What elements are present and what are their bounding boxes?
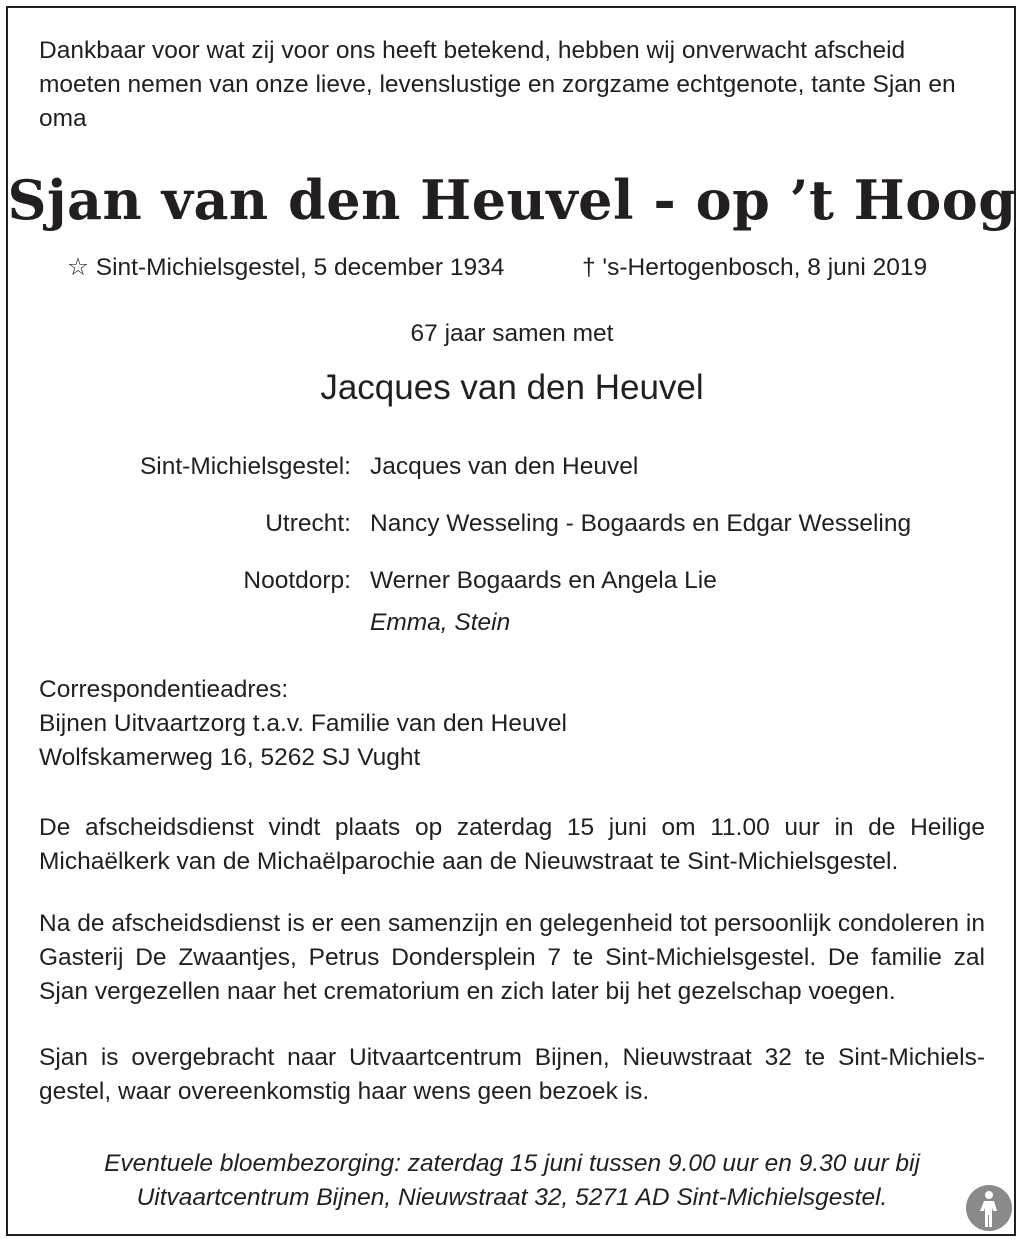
relative-names: Nancy Wesseling - Bogaards en Edgar Wesseling — [370, 510, 912, 537]
deceased-name: Sjan van den Heuvel - op ’t Hoog — [7, 168, 1017, 232]
relative-names: Jacques van den Heuvel — [370, 453, 639, 480]
grandchildren-names: Emma, Stein — [370, 609, 511, 636]
relative-place: Sint-Michielsgestel: — [139, 453, 351, 480]
gathering-paragraph: Na de afscheidsdienst is er een samenzijn en gelegenheid tot persoonlijk condoleren in Gasterij De Zwaantjes, Petrus Dondersplein 7 te Sint-Michielsgestel. De familie zal Sjan vergezellen naar het crematorium en zich later bij het gezelschap voegen. — [39, 910, 985, 1005]
transfer-paragraph: Sjan is overgebracht naar Uitvaartcentrum Bijnen, Nieuwstraat 32 te Sint-Michiels-gestel, waar overeenkomstig haar wens geen bezoek is. — [39, 1044, 985, 1105]
partner-name: Jacques van den Heuvel — [320, 368, 704, 407]
together-text: 67 jaar samen met — [410, 320, 614, 347]
death-info: † 's-Hertogenbosch, 8 juni 2019 — [582, 254, 928, 281]
memorial-figure-logo-icon — [965, 1184, 1013, 1232]
relative-place: Nootdorp: — [243, 567, 351, 594]
service-paragraph: De afscheidsdienst vindt plaats op zaterdag 15 juni om 11.00 uur in de Heilige Michaëlkerk van de Michaëlparochie aan de Nieuwstraat te Sint-Michielsgestel. — [39, 814, 985, 875]
relative-place: Utrecht: — [265, 510, 351, 537]
correspondence-line-2: Wolfskamerweg 16, 5262 SJ Vught — [39, 744, 421, 771]
birth-info: ☆ Sint-Michielsgestel, 5 december 1934 — [67, 254, 505, 281]
intro-text: Dankbaar voor wat zij voor ons heeft betekend, hebben wij onverwacht afscheid moeten nemen van onze lieve, levenslustige en zorgzame echtgenote, tante Sjan en oma — [39, 37, 956, 132]
correspondence-line-1: Bijnen Uitvaartzorg t.a.v. Familie van den Heuvel — [39, 710, 567, 737]
relative-names: Werner Bogaards en Angela Lie — [370, 567, 717, 594]
flowers-line-1: Eventuele bloembezorging: zaterdag 15 juni tussen 9.00 uur en 9.30 uur bij — [104, 1150, 920, 1177]
correspondence-label: Correspondentieadres: — [39, 676, 289, 703]
flowers-line-2: Uitvaartcentrum Bijnen, Nieuwstraat 32, 5271 AD Sint-Michielsgestel. — [136, 1184, 888, 1211]
